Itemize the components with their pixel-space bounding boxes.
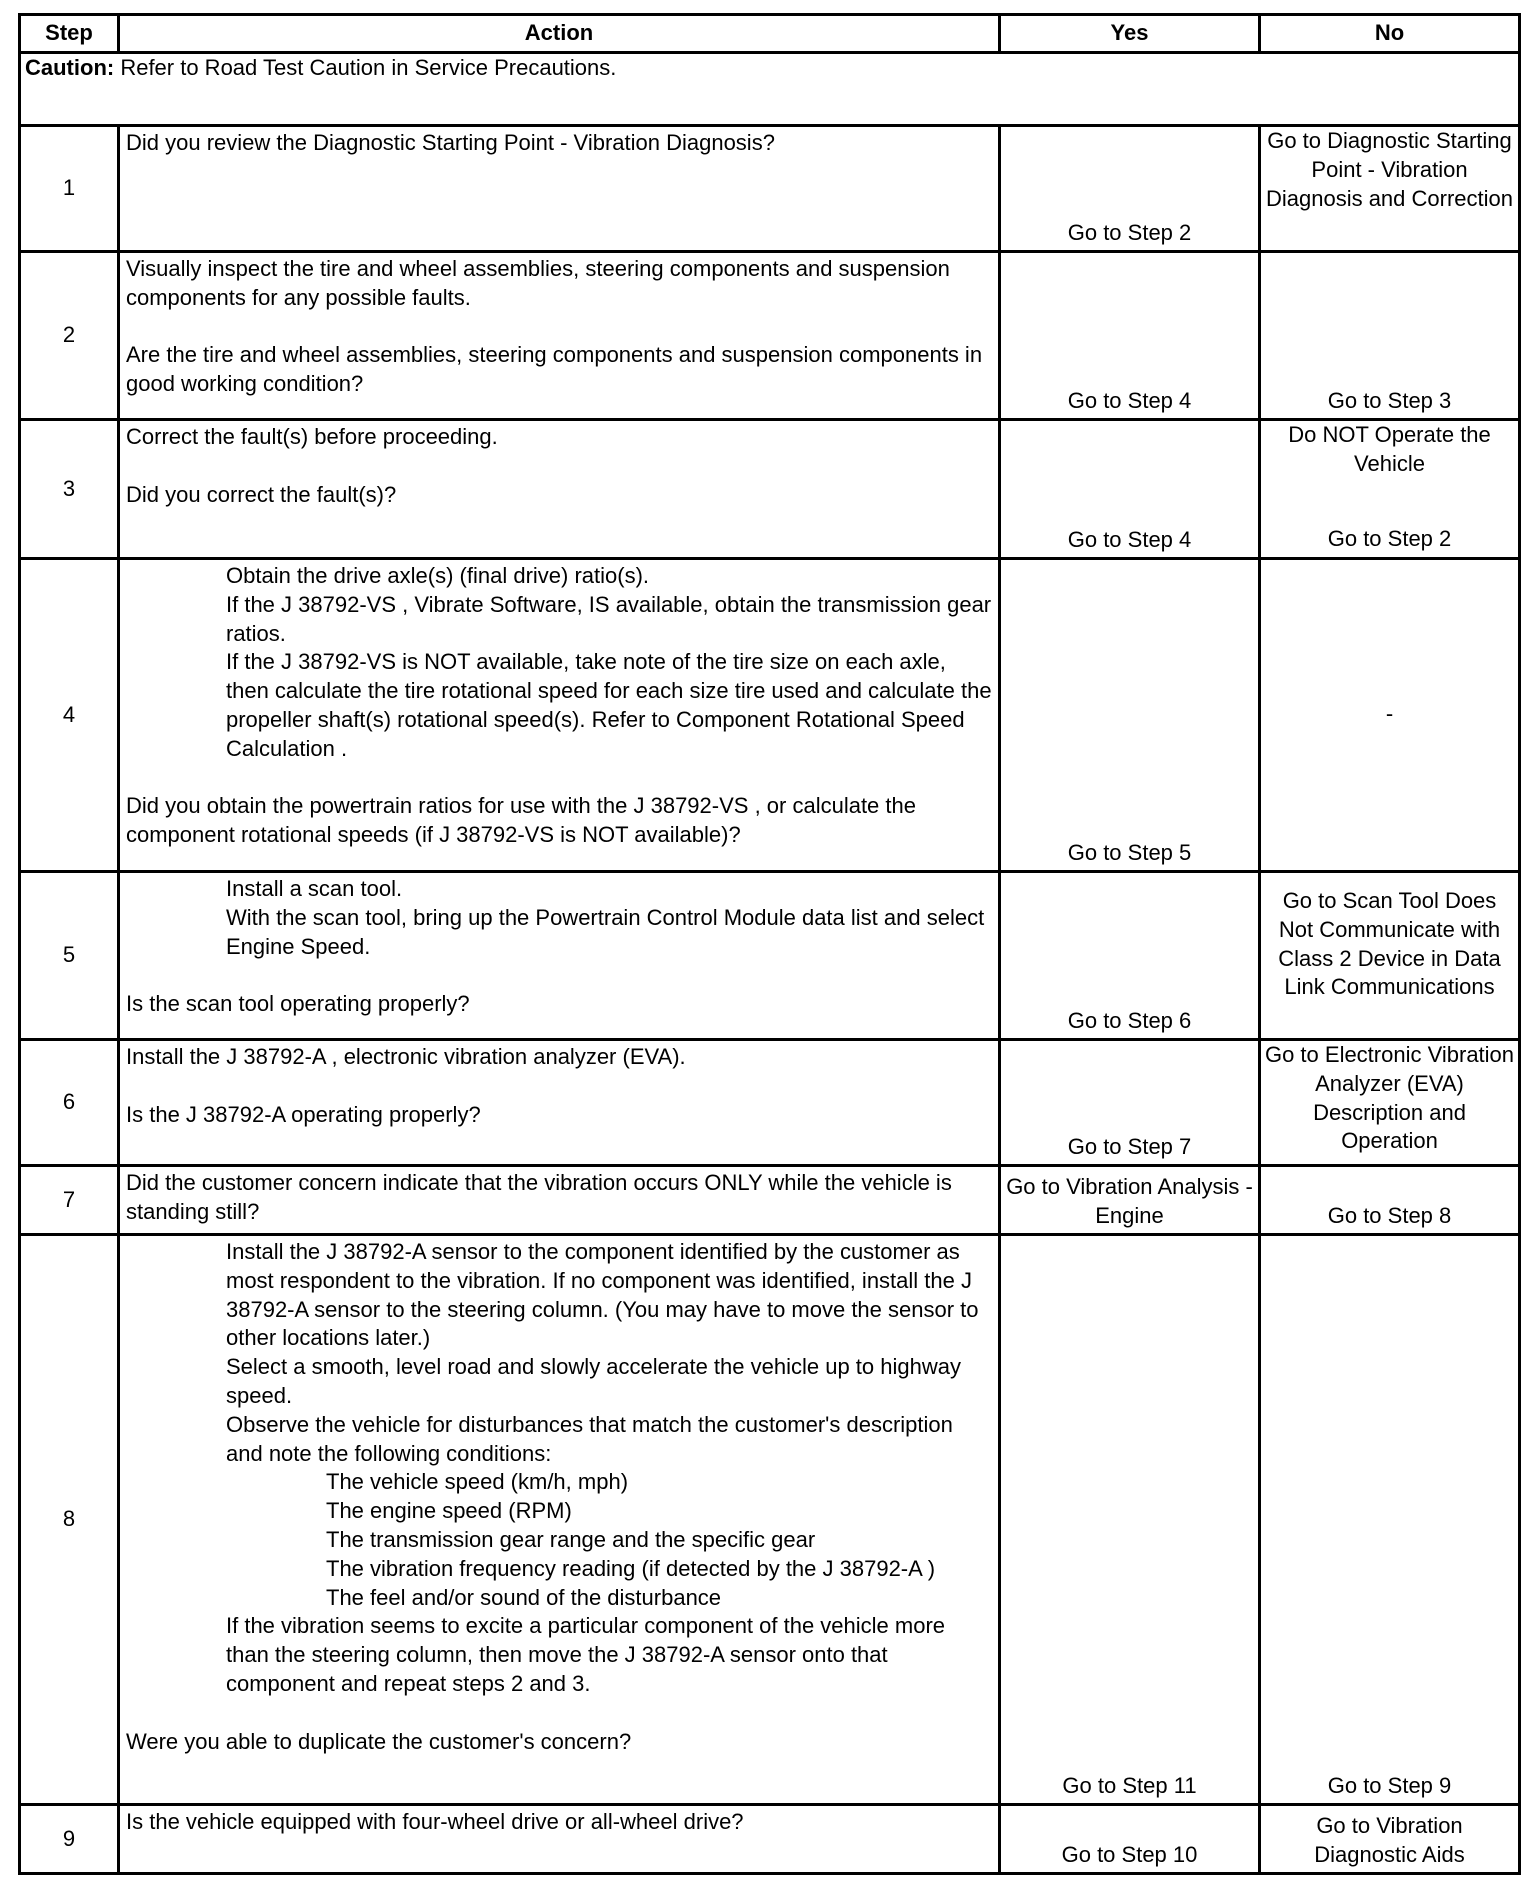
step-number: 6 (20, 1040, 119, 1166)
header-no: No (1260, 15, 1520, 53)
step-number: 4 (20, 559, 119, 872)
table-row (20, 1805, 1520, 1874)
table-row (20, 1040, 1520, 1166)
action-bullet: Observe the vehicle for disturbances that match the customer's description and note the following conditions: (226, 1411, 953, 1466)
header-action: Action (119, 15, 1000, 53)
yes-cell: Go to Step 5 (1000, 559, 1260, 872)
step-number: 3 (20, 420, 119, 559)
action-cell (119, 1805, 1000, 1874)
yes-cell: Go to Vibration Analysis - Engine (1000, 1166, 1260, 1235)
action-bullet: Install a scan tool. (226, 876, 403, 901)
action-question: Is the J 38792-A operating properly? (126, 1101, 481, 1127)
no-cell: Go to Step 8 (1260, 1166, 1520, 1235)
action-subbullet: The vehicle speed (km/h, mph) (326, 1469, 629, 1495)
no-warning: Do NOT Operate the Vehicle (1288, 422, 1491, 476)
table-row (20, 1166, 1520, 1235)
action-cell (119, 1235, 1000, 1805)
no-goto: Go to Step 2 (1327, 526, 1452, 552)
action-subbullet: The transmission gear range and the specific gear (326, 1526, 816, 1552)
action-bullet: If the J 38792-VS , Vibrate Software, IS available, obtain the transmission gear ratios. (226, 591, 992, 646)
header-step: Step (20, 15, 119, 53)
no-cell: Go to Step 9 (1260, 1235, 1520, 1805)
step-number: 9 (20, 1805, 119, 1874)
no-cell: Go to Vibration Diagnostic Aids (1260, 1805, 1520, 1874)
action-bullet: With the scan tool, bring up the Powertrain Control Module data list and select Engine Speed. (226, 904, 985, 959)
yes-cell: Go to Step 4 (1000, 252, 1260, 420)
action-bullet: If the vibration seems to excite a particular component of the vehicle more than the steering column, then move the J 38792-A sensor onto that component and repeat steps 2 and 3. (226, 1613, 946, 1696)
yes-cell: Go to Step 4 (1000, 420, 1260, 559)
yes-cell: Go to Step 10 (1000, 1805, 1260, 1874)
action-question: Is the vehicle equipped with four-wheel drive or all-wheel drive? (126, 1809, 744, 1834)
action-cell (119, 1166, 1000, 1235)
caution-text: Refer to Road Test Caution in Service Precautions. (114, 55, 617, 80)
action-cell (119, 559, 1000, 872)
action-bullet: If the J 38792-VS is NOT available, take note of the tire size on each axle, then calculate the tire rotational speed for each size tire used and calculate the propeller shaft(s) rotational speed(s). Refer to Component Rotational Speed Calculation . (226, 649, 992, 761)
action-text: Correct the fault(s) before proceeding. (126, 424, 498, 449)
action-cell (119, 872, 1000, 1040)
table-row (20, 126, 1520, 252)
action-question: Did you obtain the powertrain ratios for use with the J 38792-VS , or calculate the component rotational speeds (if J 38792-VS is NOT available)? (126, 793, 916, 848)
table-row (20, 252, 1520, 420)
action-question: Were you able to duplicate the customer's concern? (126, 1728, 632, 1754)
header-row (20, 15, 1520, 53)
action-bullet: Obtain the drive axle(s) (final drive) ratio(s). (226, 563, 650, 588)
no-cell: - (1260, 559, 1520, 872)
action-cell (119, 420, 1000, 559)
action-text: Install the J 38792-A , electronic vibration analyzer (EVA). (126, 1044, 686, 1069)
caution-row (20, 53, 1520, 126)
table-row (20, 1235, 1520, 1805)
action-question: Are the tire and wheel assemblies, steering components and suspension components in good working condition? (126, 342, 983, 397)
yes-cell: Go to Step 11 (1000, 1235, 1260, 1805)
yes-cell: Go to Step 2 (1000, 126, 1260, 252)
step-number: 7 (20, 1166, 119, 1235)
action-cell (119, 252, 1000, 420)
caution-label: Caution: (25, 55, 115, 80)
action-subbullet: The vibration frequency reading (if detected by the J 38792-A ) (326, 1555, 936, 1581)
step-number: 2 (20, 252, 119, 420)
action-question: Is the scan tool operating properly? (126, 991, 470, 1017)
action-cell (119, 126, 1000, 252)
action-cell (119, 1040, 1000, 1166)
action-text: Visually inspect the tire and wheel assemblies, steering components and suspension components for any possible faults. (126, 256, 950, 310)
step-number: 8 (20, 1235, 119, 1805)
no-cell: Go to Electronic Vibration Analyzer (EVA) Description and Operation (1260, 1040, 1520, 1166)
table-row (20, 559, 1520, 872)
diagnostic-table-document (18, 13, 1518, 1875)
action-bullet: Install the J 38792-A sensor to the component identified by the customer as most respondent to the vibration. If no component was identified, install the J 38792-A sensor to the steering column. (You may have to move the sensor to other locations later.) (226, 1239, 979, 1351)
diagnostic-table (18, 13, 1521, 1875)
no-cell: Go to Diagnostic Starting Point - Vibration Diagnosis and Correction (1260, 126, 1520, 252)
action-text: Did you review the Diagnostic Starting Point - Vibration Diagnosis? (126, 130, 775, 155)
action-bullet: Select a smooth, level road and slowly accelerate the vehicle up to highway speed. (226, 1354, 961, 1408)
action-subbullet: The feel and/or sound of the disturbance (326, 1584, 722, 1610)
yes-cell: Go to Step 7 (1000, 1040, 1260, 1166)
no-cell: Go to Step 3 (1260, 252, 1520, 420)
action-question: Did the customer concern indicate that the vibration occurs ONLY while the vehicle is standing still? (126, 1170, 952, 1224)
table-row (20, 420, 1520, 559)
action-subbullet: The engine speed (RPM) (326, 1498, 572, 1524)
yes-cell: Go to Step 6 (1000, 872, 1260, 1040)
step-number: 5 (20, 872, 119, 1040)
no-cell (1260, 420, 1520, 559)
header-yes: Yes (1000, 15, 1260, 53)
action-question: Did you correct the fault(s)? (126, 481, 397, 507)
table-row (20, 872, 1520, 1040)
caution-cell (20, 53, 1520, 126)
step-number: 1 (20, 126, 119, 252)
no-cell: Go to Scan Tool Does Not Communicate with Class 2 Device in Data Link Communications (1260, 872, 1520, 1040)
